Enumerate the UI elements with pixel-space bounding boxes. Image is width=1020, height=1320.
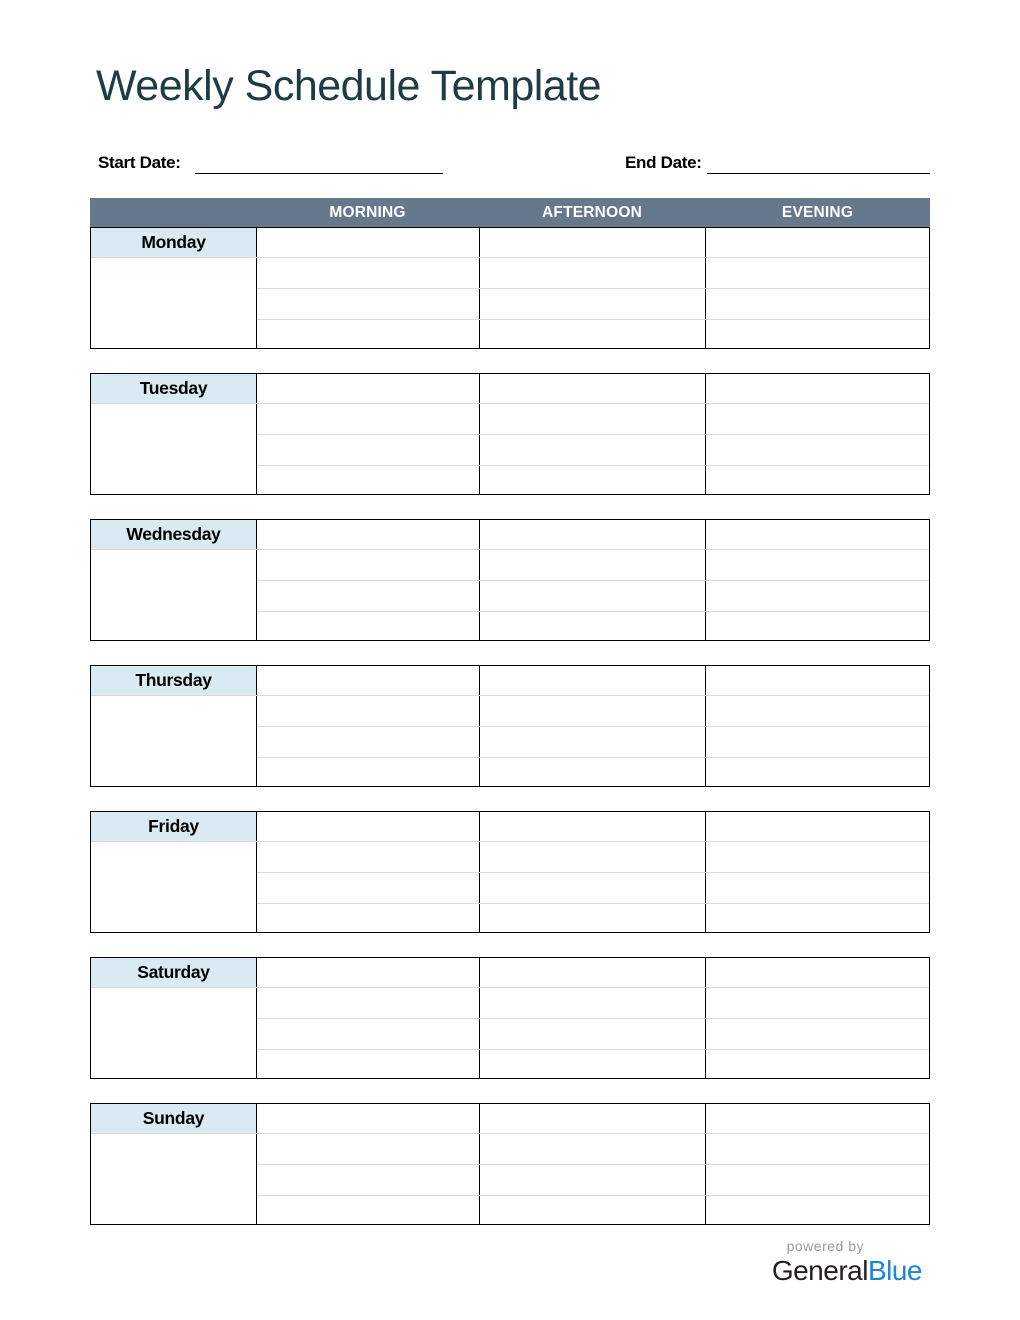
- row-divider: [257, 757, 929, 758]
- day-label: Saturday: [91, 958, 256, 987]
- day-label: Friday: [91, 812, 256, 841]
- row-divider: [91, 987, 929, 988]
- row-divider: [257, 1049, 929, 1050]
- row-divider: [91, 257, 929, 258]
- end-date-input[interactable]: [707, 150, 930, 174]
- page-title: Weekly Schedule Template: [96, 62, 602, 110]
- day-block-sunday[interactable]: [90, 1103, 930, 1225]
- row-divider: [257, 434, 929, 435]
- day-label: Wednesday: [91, 520, 256, 549]
- row-divider: [257, 288, 929, 289]
- brand-name-general: General: [771, 1255, 868, 1286]
- row-divider: [257, 1018, 929, 1019]
- day-block-wednesday[interactable]: [90, 519, 930, 641]
- brand-logo: [772, 1256, 922, 1286]
- row-divider: [91, 1133, 929, 1134]
- day-block-friday[interactable]: [90, 811, 930, 933]
- powered-by-text: powered by: [786, 1238, 864, 1254]
- row-divider: [257, 611, 929, 612]
- table-header-row: [90, 198, 930, 227]
- row-divider: [257, 1164, 929, 1165]
- row-divider: [257, 319, 929, 320]
- row-divider: [257, 465, 929, 466]
- brand-footer: [772, 1238, 922, 1286]
- header-afternoon: AFTERNOON: [542, 204, 642, 221]
- row-divider: [257, 872, 929, 873]
- start-date-label: Start Date:: [98, 153, 181, 172]
- day-label: Tuesday: [91, 374, 256, 403]
- row-divider: [257, 1195, 929, 1196]
- header-morning: MORNING: [329, 204, 406, 221]
- brand-name-blue: Blue: [867, 1255, 922, 1286]
- day-block-saturday[interactable]: [90, 957, 930, 1079]
- row-divider: [91, 841, 929, 842]
- header-evening: EVENING: [781, 204, 854, 221]
- row-divider: [257, 726, 929, 727]
- row-divider: [257, 580, 929, 581]
- row-divider: [91, 403, 929, 404]
- day-label: Thursday: [91, 666, 256, 695]
- day-block-tuesday[interactable]: [90, 373, 930, 495]
- header-day-spacer: [90, 198, 256, 227]
- day-block-monday[interactable]: [90, 227, 930, 349]
- end-date-label: End Date:: [625, 153, 702, 172]
- row-divider: [91, 549, 929, 550]
- day-label: Monday: [91, 228, 256, 257]
- row-divider: [257, 903, 929, 904]
- day-block-thursday[interactable]: [90, 665, 930, 787]
- row-divider: [91, 695, 929, 696]
- schedule-table: [90, 198, 930, 1225]
- date-fields-row: [90, 150, 930, 176]
- start-date-input[interactable]: [195, 150, 443, 174]
- day-label: Sunday: [91, 1104, 256, 1133]
